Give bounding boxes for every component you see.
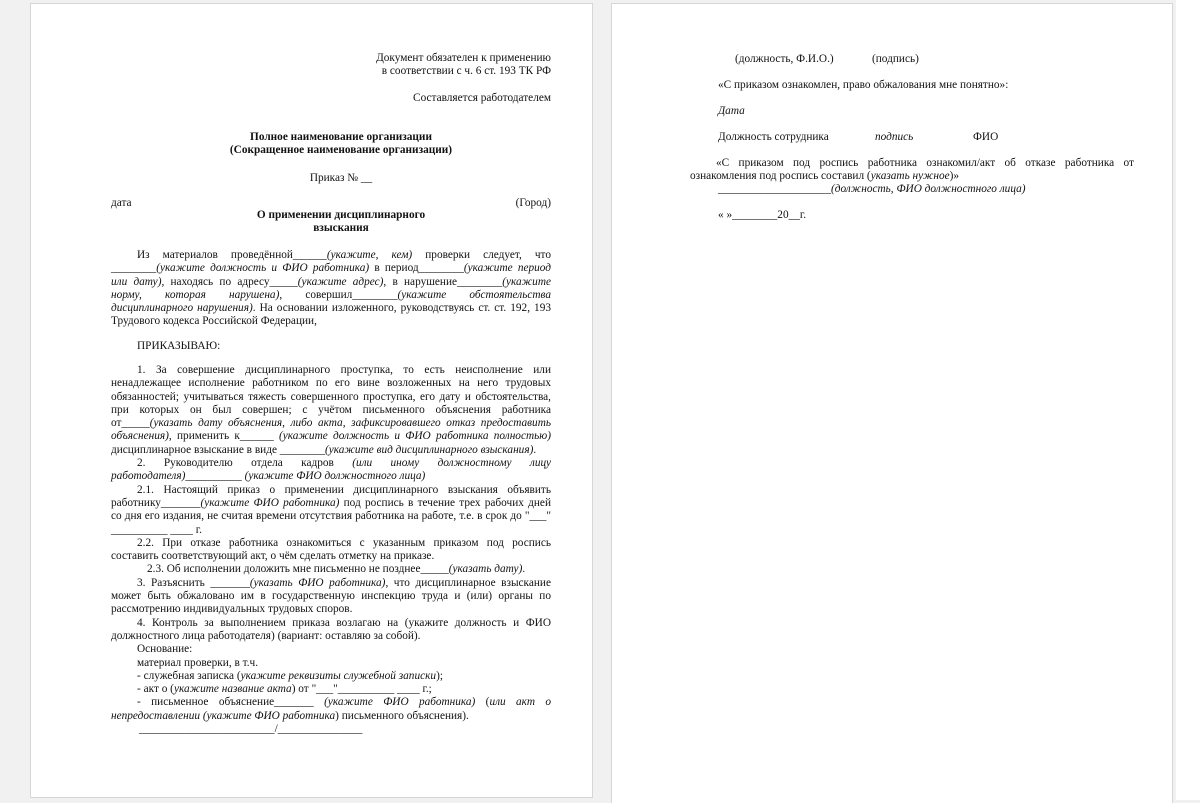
text-run: ) от "___"__________ ____ г.; [291,683,432,696]
text-run: ( [475,696,490,709]
text-run: , совершил________ [279,288,398,301]
official-label: (должность, ФИО должностного лица) [830,183,1026,195]
text-run: . На основании изложенного, руководствуясь ст. ст. 192, 193 Трудового кодекса Российской Федерации, [111,302,552,328]
placeholder-hint: укажите реквизиты служебной записки [240,669,437,682]
placeholder-hint: (укажите ФИО работника) [324,696,476,709]
subject-line: взыскания [313,222,369,235]
placeholder-hint: (указать ФИО работника) [249,576,386,589]
intro-paragraph [111,249,551,329]
city-label: (Город) [515,197,551,209]
text-run: . [522,563,526,576]
text-run: материал проверки, в т.ч. [137,656,259,669]
text-run: 2.2. При отказе работника ознакомиться с указанным приказом под роспись составить соответствующий акт, о чём сделать отметку на приказе. [111,536,551,563]
order-item [111,643,551,656]
statement-section [690,157,1134,184]
order-item [111,657,551,670]
text-run: - акт о ( [137,683,174,696]
text-run: , что дисциплинарное взыскание может быть обжаловано им в государственную инспекцию труда и (или) органы по рассмотрению индивидуальных трудовых споров. [111,576,551,616]
subject-line: О применении дисциплинарного [256,209,426,221]
order-word: ПРИКАЗЫВАЮ: [137,340,221,352]
text-run: 1. За совершение дисциплинарного проступка, то есть неисполнение или ненадлежащее исполнение работником по его вине возложенных на него трудовых обязанностей; учитываться тяжесть совершенного проступка, его дату и обстоятельства, при которых он был совершен; с учётом письменного объяснения работника от_____ [111,364,551,430]
text-run: ) письменного объяснения). [335,709,469,722]
text-run: __________ [185,470,245,483]
text-run: 3. Разъяснить _______ [137,576,250,589]
text-run: - служебная записка ( [137,669,241,682]
placeholder-hint: (укажите норму, которая нарушена) [111,275,551,301]
placeholder-hint: или акт о непредоставлении (укажите ФИО работника [111,696,552,722]
text-run: 4. Контроль за выполнением приказа возлагаю на (укажите должность и ФИО должностного лица работодателя) (вариант: оставляю за собой). [111,616,551,642]
order-item [111,670,551,683]
placeholder-hint: (укажите ФИО должностного лица) [244,470,426,483]
date-label: дата [111,197,132,209]
text-run: ); [436,669,443,682]
placeholder-hint: (укажите период или дату), [111,262,551,288]
background [1176,0,1200,800]
placeholder-hint: указать нужное [870,170,950,183]
text-run: Основание: [137,643,193,656]
signature-label: (подпись) [872,53,919,65]
header-note-line: в соответствии с ч. 6 ст. 193 ТК РФ [381,65,551,78]
official-signature [718,183,1026,196]
text-run: 2.1. Настоящий приказ о применении дисциплинарного взыскания объявить работнику_______ [111,483,551,509]
order-item [111,617,551,644]
order-item [111,563,551,576]
date-label: Дата [718,105,745,117]
text-run: , в нарушение________ [383,275,503,288]
org-short-name: (Сокращенное наименование организации) [229,144,453,157]
text-run: )» [949,170,960,183]
order-items [111,364,551,723]
official-line: ____________________ [718,183,831,195]
order-item [111,364,551,457]
placeholder-hint: (укажите вид дисциплинарного взыскания) [324,443,534,456]
text-run: 2. Руководителю отдела кадров [137,457,353,470]
org-full-name: Полное наименование организации [250,131,432,143]
employee-position: Должность сотрудника [718,131,829,143]
text-run: «С приказом под роспись работника ознакомил/акт об отказе работника от ознакомления под роспись составил ( [690,157,1134,183]
header-note [31,52,551,79]
placeholder-hint: (указать дату) [448,563,523,576]
compiled-by: Составляется работодателем [413,92,551,104]
order-subject [111,209,571,236]
order-item [111,696,551,723]
placeholder-hint: (или иному должностному лицу работодателя) [111,457,551,483]
order-item [111,577,551,617]
text-run: 2.3. Об исполнении доложить мне письменно не позднее_____ [147,563,449,576]
document-page-2 [611,3,1173,803]
text-run: Из материалов проведённой______ [137,249,327,261]
text-run: в период________ [369,262,464,275]
order-item [111,537,551,564]
header-note-line: Документ обязателен к применению [376,52,551,64]
placeholder-hint: (укажите ФИО работника) [200,496,340,509]
placeholder-hint: (укажите обстоятельства дисциплинарного нарушения) [111,288,551,315]
order-item [111,683,551,696]
intro-section [111,249,551,329]
text-run: находясь по адресу_____ [164,275,298,288]
text-run: - письменное объяснение_______ [137,696,325,709]
placeholder-hint: (укажите должность и ФИО работника) [156,262,370,275]
date-line: « »________20__г. [718,209,807,221]
organization-name [111,131,571,158]
placeholder-hint: (указать дату объяснения, либо акта, зафиксировавшего отказ предоставить объяснения) [111,417,551,443]
placeholder-hint: (укажите адрес) [297,275,384,288]
signature-line: ________________________/_______________ [139,723,363,735]
order-item [111,484,551,537]
placeholder-hint: укажите название акта [173,683,292,696]
placeholder-hint: (укажите, кем) [326,249,413,261]
text-run: , применить к______ [168,430,279,443]
order-item [111,457,551,484]
text-run: проверки следует, что ________ [111,249,551,275]
order-title: Приказ № __ [309,172,373,184]
employee-signature: подпись [875,131,914,143]
text-run: . [533,443,537,456]
position-label: (должность, Ф.И.О.) [735,53,834,65]
document-page-1 [30,3,593,798]
employee-name: ФИО [973,131,999,143]
placeholder-hint: (укажите должность и ФИО работника полностью) [279,430,551,443]
text-run: под роспись в течение трех рабочих дней со дня его издания, не считая времени отсутствия работника на работе, т.е. в срок до "___" __________ ____ г. [111,496,551,536]
statement-paragraph [690,157,1134,184]
acknowledged-text: «С приказом ознакомлен, право обжалования мне понятно»: [718,79,1009,91]
text-run: дисциплинарное взыскание в виде ________ [111,443,325,456]
